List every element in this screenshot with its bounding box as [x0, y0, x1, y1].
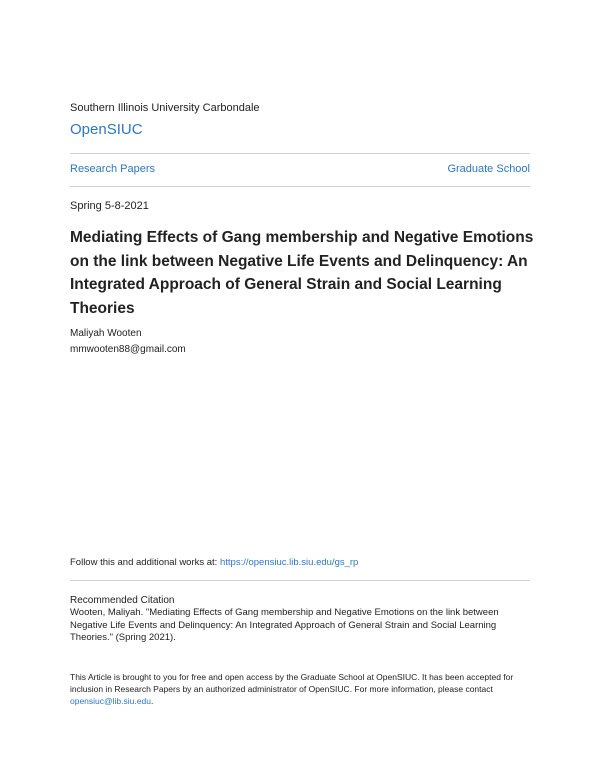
access-notice [70, 671, 532, 707]
graduate-school-link[interactable]: Graduate School [447, 163, 530, 175]
author-name: Maliyah Wooten [70, 328, 142, 339]
paper-title: Mediating Effects of Gang membership and Negative Emotions on the link between Negative Life Events and Delinquency: An Integrated Approach of General Strain and Social Learning Theories [70, 229, 534, 317]
notice-suffix: . [150, 696, 154, 706]
divider [70, 580, 530, 581]
citation-text: Wooten, Maliyah. "Mediating Effects of Gang membership and Negative Emotions on the link between Negative Life Events and Delinquency: An Integrated Approach of General Strain and Social Learning Theories." (Spring 2021). [70, 607, 499, 643]
institution-name: Southern Illinois University Carbondale [70, 102, 260, 114]
contact-email-link[interactable]: opensiuc@lib.siu.edu [70, 696, 151, 706]
follow-prefix: Follow this and additional works at: [70, 557, 220, 568]
publication-date: Spring 5-8-2021 [70, 200, 149, 212]
notice-text: This Article is brought to you for free and open access by the Graduate School at OpenSIUC. It has been accepted for inclusion in Research Papers by an authorized administrator of OpenSIUC. For more information, please contact [70, 672, 514, 694]
repository-link[interactable]: OpenSIUC [70, 121, 143, 138]
research-papers-link[interactable]: Research Papers [70, 163, 155, 175]
follow-line [70, 557, 358, 568]
collection-link[interactable]: https://opensiuc.lib.siu.edu/gs_rp [219, 557, 359, 568]
divider [70, 153, 530, 154]
citation-heading: Recommended Citation [70, 595, 175, 606]
author-email: mmwooten88@gmail.com [70, 344, 186, 355]
divider [70, 186, 530, 187]
